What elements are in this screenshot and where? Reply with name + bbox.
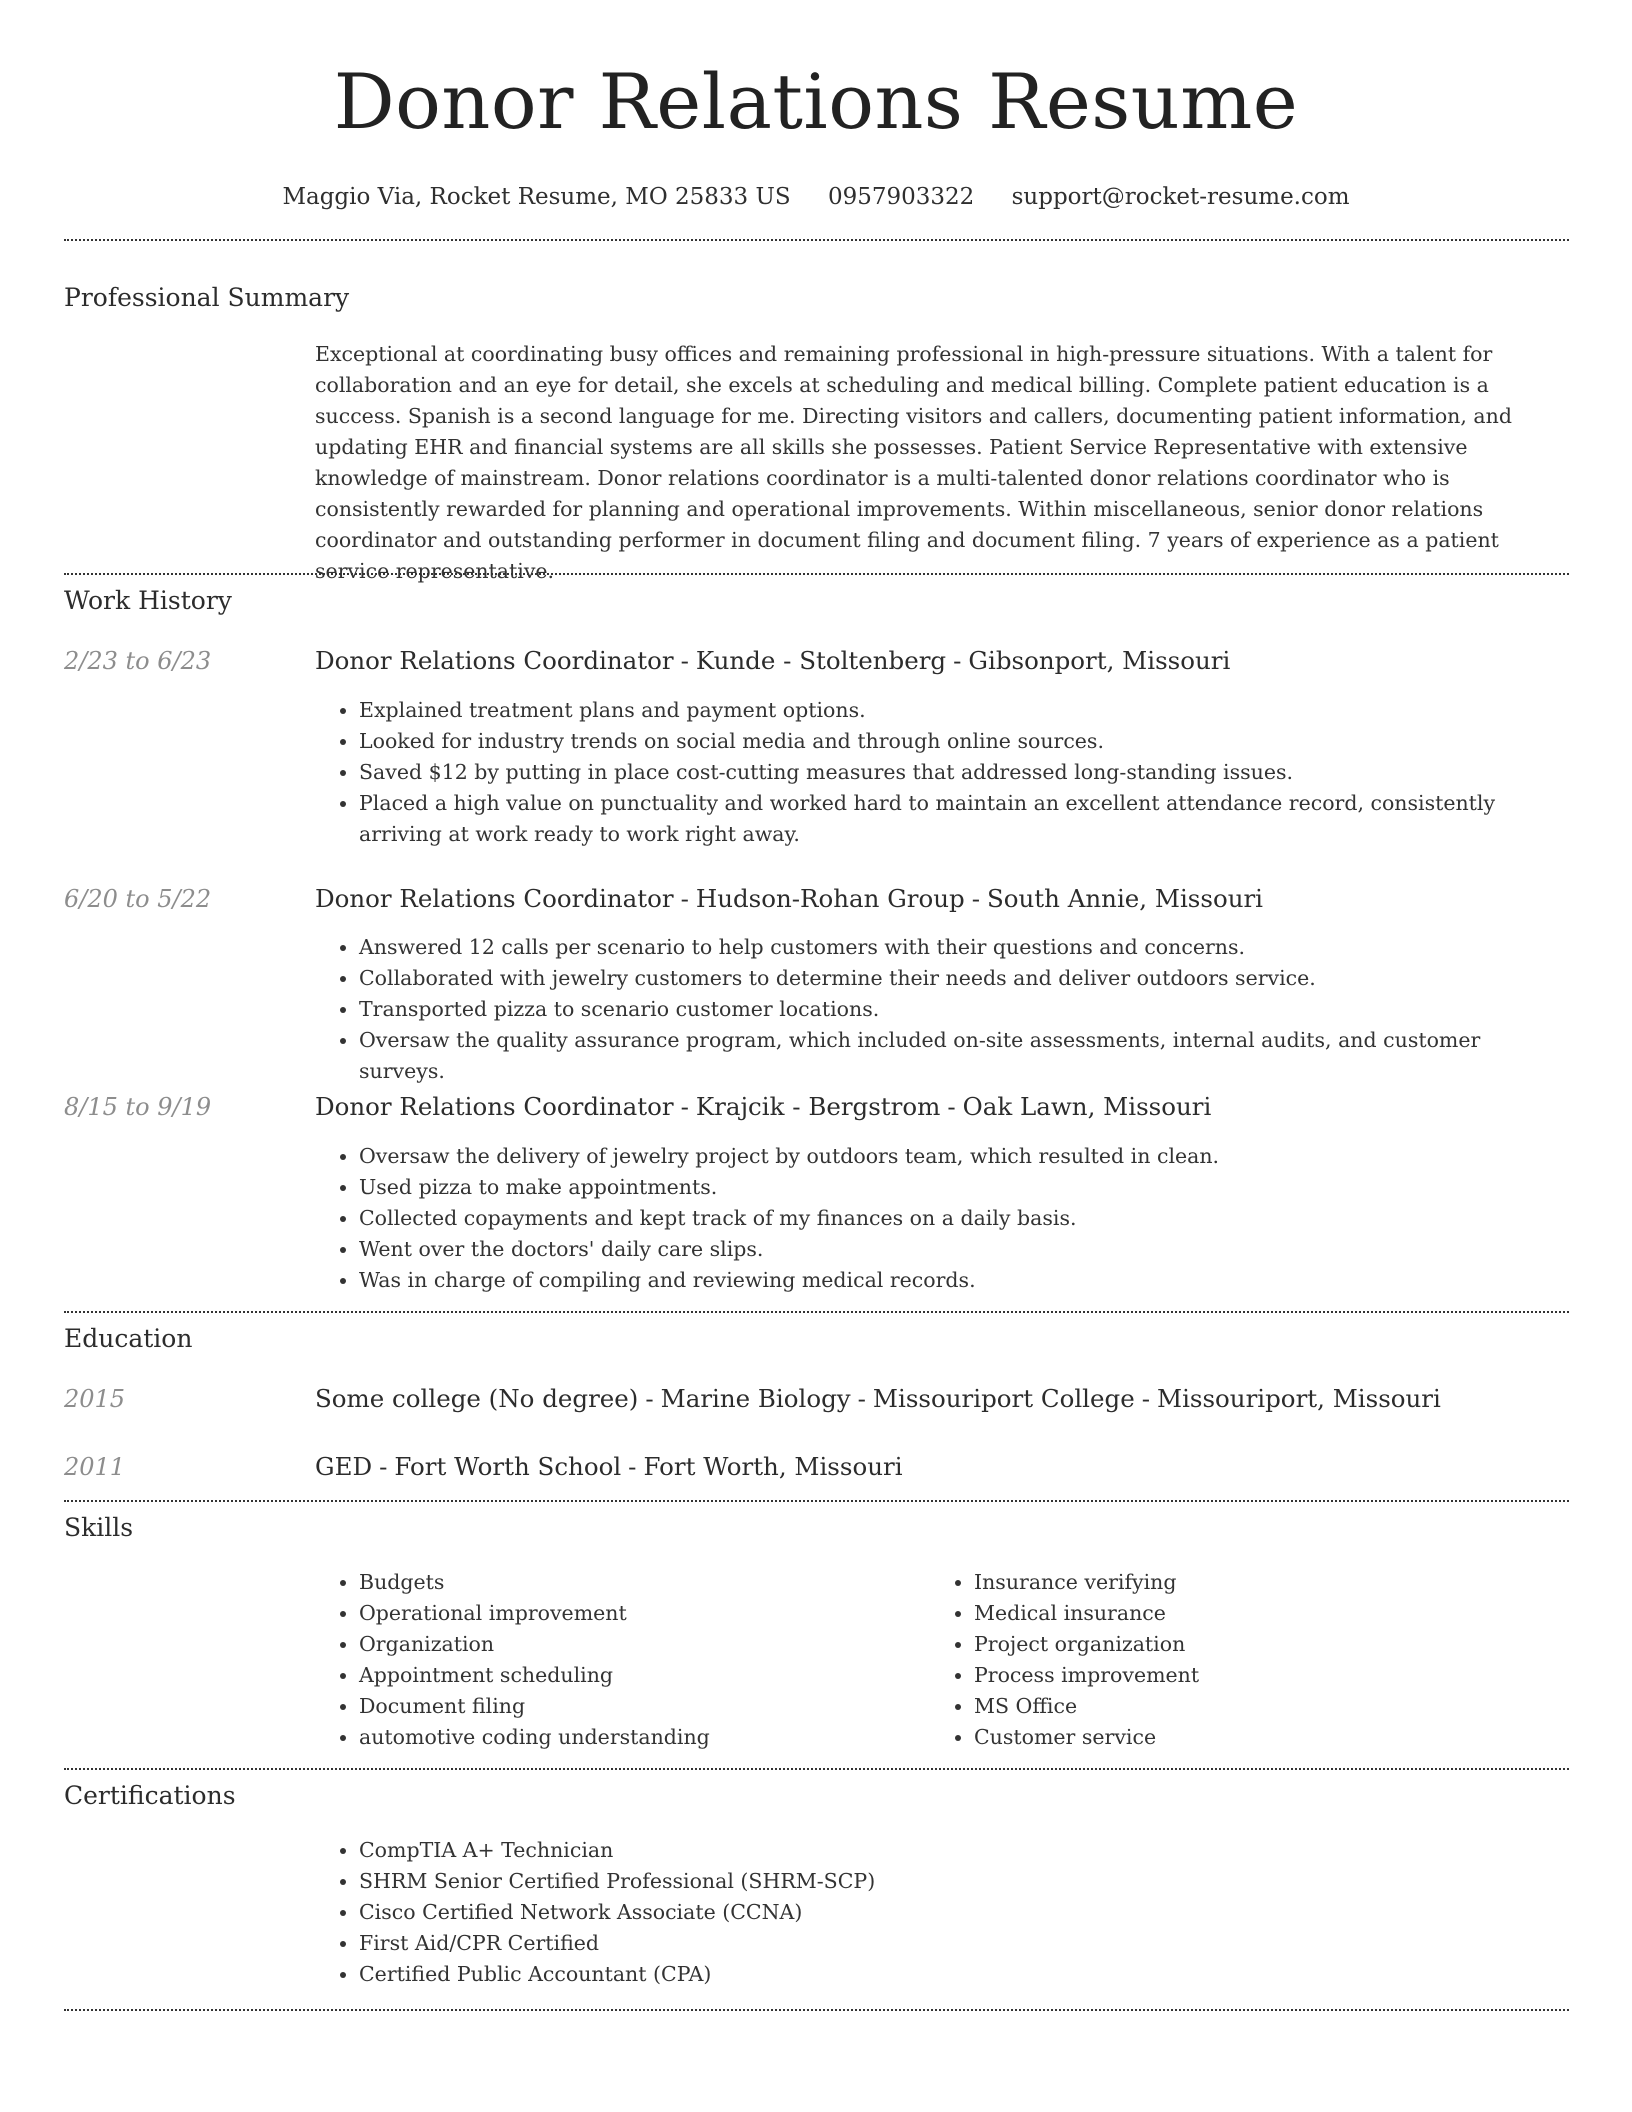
contact-email: support@rocket-resume.com [1011,184,1350,210]
list-item: • Answered 12 calls per scenario to help customers with their questions and concerns. [359,932,1570,963]
section-title-skills: Skills [64,1513,134,1542]
list-item: • Process improvement [974,1660,1530,1691]
list-item: • Cisco Certified Network Associate (CCNA) [359,1897,1570,1928]
education-degree: GED [315,1452,373,1481]
skills-list-left [315,1567,915,1753]
job-heading [315,646,1230,676]
list-item: • Was in charge of compiling and reviewing medical records. [359,1265,1570,1296]
list-item: • Certified Public Accountant (CPA) [359,1959,1570,1990]
list-item: • CompTIA A+ Technician [359,1835,1570,1866]
separator: - [628,1452,637,1481]
list-item: • Appointment scheduling [359,1660,915,1691]
separator: - [971,884,980,913]
separator: - [947,1092,956,1121]
job-bullets [315,695,1570,850]
list-item: • Saved $12 by putting in place cost-cutting measures that addressed long-standing issues. [359,757,1570,788]
job-bullets [315,1141,1570,1296]
education-field: Marine Biology [660,1384,851,1413]
separator: - [680,884,689,913]
list-item: • Collaborated with jewelry customers to determine their needs and deliver outdoors service. [359,963,1570,994]
list-item: • Document filing [359,1691,915,1722]
job-title: Donor Relations Coordinator [315,884,674,913]
list-item: • Organization [359,1629,915,1660]
job-company: Krajcik - Bergstrom [695,1092,941,1121]
job-company: Hudson-Rohan Group [695,884,965,913]
list-item: • Budgets [359,1567,915,1598]
separator: - [857,1384,866,1413]
section-title-summary: Professional Summary [64,283,350,312]
divider [64,2009,1569,2011]
section-title-certifications: Certifications [64,1781,236,1810]
separator: - [379,1452,388,1481]
list-item: • Project organization [974,1629,1530,1660]
education-year: 2015 [64,1385,126,1413]
job-dates: 2/23 to 6/23 [64,647,212,675]
section-title-work-history: Work History [64,586,232,615]
list-item: • Customer service [974,1722,1530,1753]
summary-text: Exceptional at coordinating busy offices and remaining professional in high-pressure situations. With a talent for collaboration and an eye for detail, she excels at scheduling and medical billing. Complete patient education is a success. Spanish is a second language for me. Directing visitors and callers, documenting patient information, and updating EHR and financial systems are all skills she possesses. Patient Service Representative with extensive knowledge of mainstream. Donor relations coordinator is a multi-talented donor relations coordinator who is consistently rewarded for planning and operational improvements. Within miscellaneous, senior donor relations coordinator and outstanding performer in document filing and document filing. 7 years of experience as a patient service representative. [315,342,1512,583]
list-item: • Went over the doctors' daily care slips. [359,1234,1570,1265]
education-entry [315,1384,1441,1414]
separator: - [953,646,962,675]
separator: - [680,1092,689,1121]
job-dates: 6/20 to 5/22 [64,885,212,913]
list-item: • Looked for industry trends on social media and through online sources. [359,726,1570,757]
certifications-list [315,1835,1570,1990]
list-item: • Oversaw the delivery of jewelry project by outdoors team, which resulted in clean. [359,1141,1570,1172]
education-location: Fort Worth, Missouri [643,1452,903,1481]
divider [64,239,1569,241]
job-bullets [315,932,1570,1087]
list-item: • Collected copayments and kept track of my finances on a daily basis. [359,1203,1570,1234]
list-item: • MS Office [974,1691,1530,1722]
separator: - [680,646,689,675]
divider [64,1768,1569,1770]
skills-list-right [930,1567,1530,1753]
list-item: • automotive coding understanding [359,1722,915,1753]
list-item: • SHRM Senior Certified Professional (SHRM-SCP) [359,1866,1570,1897]
contact-phone: 0957903322 [827,184,975,210]
list-item: • Used pizza to make appointments. [359,1172,1570,1203]
list-item: • Transported pizza to scenario customer locations. [359,994,1570,1025]
job-dates: 8/15 to 9/19 [64,1093,212,1121]
job-location: South Annie, Missouri [986,884,1264,913]
job-title: Donor Relations Coordinator [315,646,674,675]
education-school: Missouriport College [872,1384,1135,1413]
job-title: Donor Relations Coordinator [315,1092,674,1121]
education-year: 2011 [64,1453,126,1481]
list-item: • Insurance verifying [974,1567,1530,1598]
job-location: Gibsonport, Missouri [968,646,1231,675]
job-heading [315,1092,1211,1122]
list-item: • Explained treatment plans and payment options. [359,695,1570,726]
divider [64,1500,1569,1502]
separator: - [1141,1384,1150,1413]
separator: - [645,1384,654,1413]
list-item: • Operational improvement [359,1598,915,1629]
job-location: Oak Lawn, Missouri [962,1092,1212,1121]
job-heading [315,884,1263,914]
divider [64,1311,1569,1313]
list-item: • Medical insurance [974,1598,1530,1629]
resume-title: Donor Relations Resume [333,57,1299,146]
education-degree: Some college (No degree) [315,1384,639,1413]
contact-address: Maggio Via, Rocket Resume, MO 25833 US [282,184,791,210]
list-item: • Placed a high value on punctuality and worked hard to maintain an excellent attendance record, consistently arriving at work ready to work right away. [359,788,1570,850]
list-item: • Oversaw the quality assurance program, which included on-site assessments, internal audits, and customer surveys. [359,1025,1570,1087]
contact-line [0,182,1632,212]
list-item: • First Aid/CPR Certified [359,1928,1570,1959]
education-entry [315,1452,903,1482]
section-title-education: Education [64,1324,193,1353]
education-school: Fort Worth School [394,1452,622,1481]
divider [64,573,1569,575]
education-location: Missouriport, Missouri [1156,1384,1441,1413]
job-company: Kunde - Stoltenberg [695,646,947,675]
